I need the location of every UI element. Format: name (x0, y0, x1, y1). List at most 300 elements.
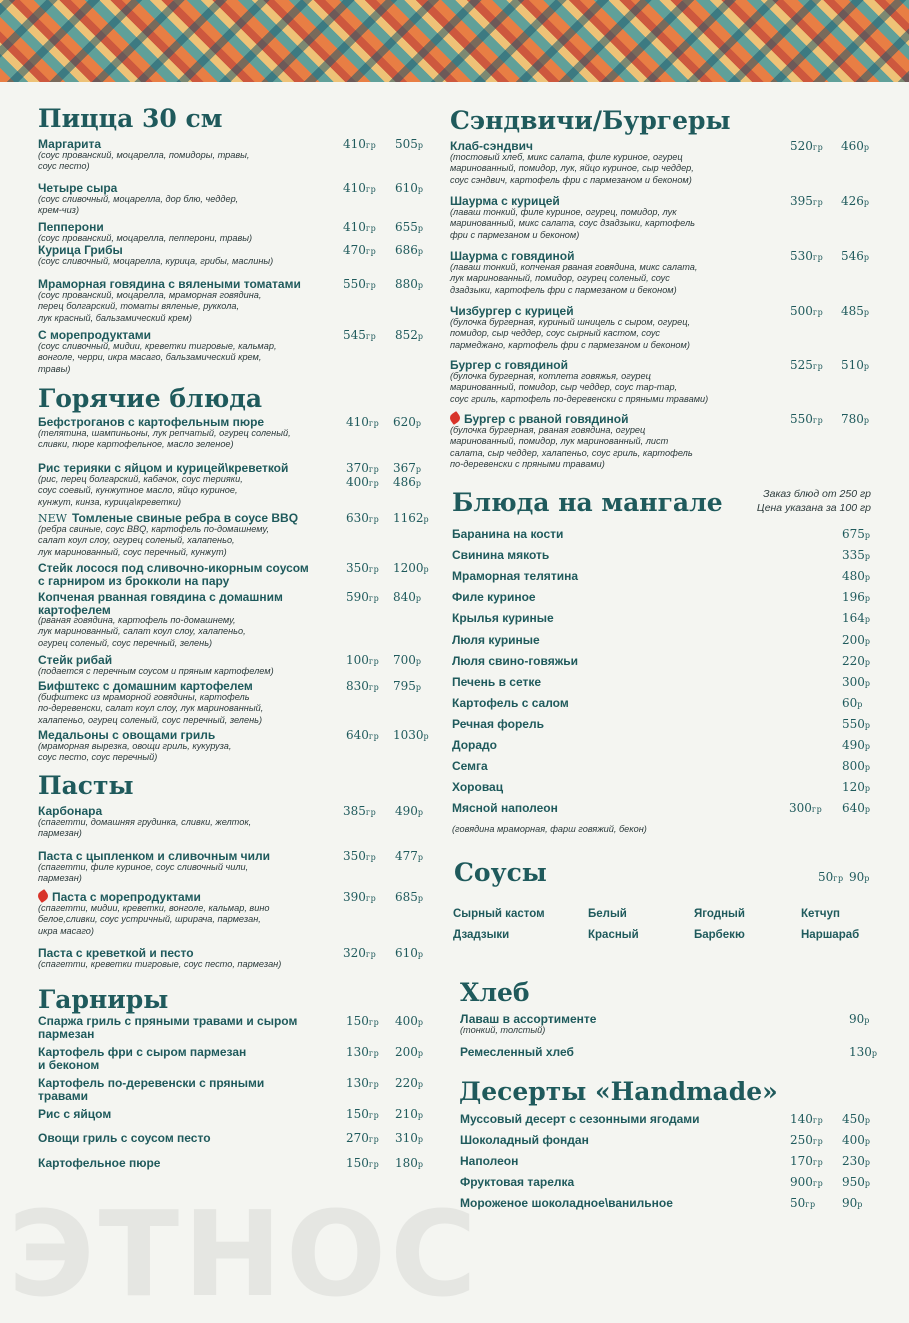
item-price-number: 852 (395, 328, 418, 342)
item-price-unit: р (417, 1080, 424, 1089)
item-price-unit: р (857, 699, 863, 709)
menu-item-name (38, 1132, 211, 1145)
item-weight (343, 277, 376, 291)
item-description: (рваная говядина, картофель по-домашнему, лук маринованный, салат коул слоу, халапеньо, огурец соленый, соус перечный, зелень) (38, 615, 246, 648)
item-price (842, 759, 871, 773)
item-title: Шоколадный фондан (460, 1133, 589, 1147)
item-title: Баранина на кости (452, 527, 564, 541)
item-weight (790, 1175, 823, 1189)
item-weight-number: 395 (790, 194, 813, 208)
item-price-number: 400 (842, 1133, 865, 1147)
item-weight (346, 728, 379, 742)
item-price-unit: р (864, 763, 871, 773)
sauce-item: Белый (588, 908, 627, 920)
item-weight (346, 1045, 379, 1059)
item-weight-number: 410 (343, 137, 366, 151)
sauces-section-title: Соусы (454, 858, 547, 887)
item-price-number: 505 (395, 137, 418, 151)
item-price (395, 181, 424, 195)
item-price-alt-number: 486 (393, 475, 416, 489)
item-price (395, 1131, 424, 1145)
item-price-unit: р (415, 683, 422, 692)
item-title: Филе куриное (452, 590, 536, 605)
item-weight-number: 390 (343, 890, 366, 904)
item-price-unit: р (417, 1049, 424, 1058)
item-weight-number: 640 (346, 728, 369, 742)
item-price-unit: р (857, 1200, 863, 1209)
item-weight (346, 1131, 379, 1145)
item-title: С морепродуктами (38, 328, 152, 342)
item-title: Фруктовая тарелка (460, 1175, 575, 1189)
item-weight (790, 1196, 816, 1210)
item-weight-unit: гр (368, 1111, 380, 1120)
item-weight-unit: гр (365, 950, 377, 959)
item-price (842, 654, 871, 668)
item-weight-unit: гр (368, 565, 380, 574)
item-price-number: 1162 (393, 511, 424, 525)
item-price-number: 655 (395, 220, 418, 234)
pizza-section-title: Пицца 30 см (38, 104, 223, 133)
item-weight-number: 590 (346, 590, 369, 604)
item-price (849, 1012, 870, 1026)
item-title: Бургер с говядиной (450, 358, 568, 372)
menu-item-name (452, 676, 541, 689)
item-price (393, 561, 429, 575)
item-price-unit: р (864, 636, 871, 646)
item-weight-unit: гр (368, 465, 380, 474)
item-weight-unit: гр (365, 185, 377, 194)
item-weight-alt-unit: гр (368, 479, 380, 488)
item-price-unit: р (863, 308, 870, 317)
item-description: (подается с перечным соусом и пряным картофелем) (38, 666, 274, 676)
item-title: Пепперони (38, 220, 104, 234)
item-weight-unit: гр (368, 1018, 380, 1027)
menu-item-name (460, 1046, 574, 1059)
desserts-section-title: Десерты «Handmade» (459, 1077, 778, 1106)
grill-section-title: Блюда на мангале (452, 488, 723, 517)
sauce-item: Сырный кастом (453, 908, 545, 920)
item-weight (343, 328, 376, 342)
item-price (395, 137, 424, 151)
menu-item-name (460, 1134, 589, 1147)
item-weight-unit: гр (812, 362, 824, 371)
menu-item-name (452, 760, 488, 773)
item-weight-unit: гр (368, 1080, 380, 1089)
item-price (395, 328, 424, 342)
item-price-unit: р (415, 657, 422, 666)
menu-item-name (38, 1157, 160, 1170)
item-weight (790, 1154, 823, 1168)
item-price (395, 890, 424, 904)
item-price-unit: р (863, 198, 870, 207)
item-weight-number: 410 (346, 415, 369, 429)
item-price (395, 946, 424, 960)
item-price-unit: р (864, 1016, 870, 1025)
item-price (395, 220, 424, 234)
sauce-weight (818, 870, 844, 884)
sauce-item: Ягодный (694, 908, 745, 920)
item-price-number: 230 (842, 1154, 865, 1168)
item-weight (343, 849, 376, 863)
item-description: (ребра свиные, соус BBQ, картофель по-домашнему, салат коул слоу, огурец соленый, халапеньо, лук маринованный, соус перечный, кунжут) (38, 524, 269, 557)
item-weight-unit: гр (811, 805, 823, 815)
item-price-number: 490 (842, 738, 865, 752)
item-price (841, 194, 870, 208)
item-price (842, 1175, 871, 1189)
item-description: (телятина, шампиньоны, лук репчатый, огурец соленый, сливки, пюре картофельное, масло зеленое) (38, 428, 291, 450)
item-description: (соус прованский, моцарелла, мраморная говядина, перец болгарский, томаты вяленые, руккола, лук красный, бальзамический крем) (38, 290, 262, 323)
item-title: Томленые свиные ребра в соусе BBQ (71, 511, 299, 525)
item-title: Стейк рибай (38, 653, 113, 667)
item-weight-unit: гр (812, 143, 824, 152)
item-price-unit: р (864, 742, 871, 751)
item-price-number: 510 (841, 358, 864, 372)
item-price (842, 780, 871, 794)
item-price-number: 477 (395, 849, 418, 863)
menu-item-name (452, 612, 554, 625)
item-price (842, 1112, 871, 1126)
item-weight (346, 1156, 379, 1170)
item-price-unit: р (423, 515, 430, 524)
bread-section-title: Хлеб (460, 978, 530, 1007)
item-title: Мраморная телятина (452, 569, 578, 584)
chili-pepper-icon (36, 889, 50, 903)
item-price-unit: р (863, 143, 870, 152)
item-weight-number: 385 (343, 804, 366, 818)
sauce-weight-number: 50 (818, 870, 834, 884)
item-title: Муссовый десерт с сезонными ягодами (460, 1112, 700, 1126)
item-title: Мраморная говядина с вялеными томатами (38, 277, 301, 291)
item-weight (346, 511, 379, 525)
item-price-number: 450 (842, 1112, 865, 1126)
item-weight-unit: гр (812, 1137, 824, 1146)
item-price-unit: р (864, 573, 871, 583)
item-price-unit: р (864, 552, 871, 562)
item-title: Медальоны с овощами гриль (38, 728, 216, 742)
item-price-number: 367 (393, 461, 416, 475)
item-price-unit: р (864, 657, 871, 667)
item-price-number: 460 (841, 139, 864, 153)
menu-item-name (452, 655, 578, 668)
item-price (841, 358, 870, 372)
item-price-number: 90 (842, 1196, 858, 1210)
item-price-unit: р (417, 853, 424, 862)
item-weight (789, 801, 822, 815)
item-weight-unit: гр (365, 853, 377, 862)
item-weight-number: 370 (346, 461, 369, 475)
item-title: Шаурма с говядиной (450, 249, 575, 263)
item-weight (346, 1107, 379, 1121)
item-price-number: 480 (842, 569, 865, 584)
item-price (842, 1133, 871, 1147)
item-description: (соус прованский, моцарелла, пепперони, травы) (38, 233, 253, 243)
item-price-number: 780 (841, 412, 864, 426)
item-price (841, 412, 870, 426)
item-price-number: 700 (393, 653, 416, 667)
item-title: Люля куриные (452, 632, 540, 647)
chili-pepper-icon (448, 411, 462, 425)
item-price-number: 546 (841, 249, 864, 263)
item-title: Чизбургер с курицей (450, 304, 574, 318)
menu-item-name (460, 1155, 518, 1168)
item-title: Спаржа гриль с пряными травами и сыром пармезан (38, 1014, 298, 1041)
item-weight (343, 890, 376, 904)
item-description: (соус сливочный, моцарелла, курица, грибы, маслины) (38, 256, 274, 266)
item-price (393, 728, 429, 742)
item-price-number: 210 (395, 1107, 418, 1121)
item-price-number: 950 (842, 1175, 865, 1189)
item-title: Шаурма с курицей (450, 194, 560, 208)
item-title: Хоровац (452, 780, 504, 795)
item-weight-unit: гр (365, 808, 377, 817)
item-weight (346, 679, 379, 693)
menu-item-name (38, 1077, 264, 1103)
item-price-number: 840 (393, 590, 416, 604)
sauce-item: Кетчуп (801, 908, 840, 920)
item-price-unit: р (417, 1111, 424, 1120)
item-price (842, 527, 871, 541)
item-price-unit: р (417, 1135, 424, 1144)
item-description: (мраморная вырезка, овощи гриль, кукуруза, соус песто, соус перечный) (38, 741, 232, 763)
item-weight-number: 350 (343, 849, 366, 863)
item-weight-unit: гр (365, 281, 377, 290)
item-weight-number: 550 (790, 412, 813, 426)
menu-item-name (38, 1108, 111, 1121)
item-weight-unit: гр (805, 1200, 816, 1209)
item-title: Люля свино-говяжьи (452, 653, 578, 668)
item-price (842, 590, 871, 604)
item-weight-unit: гр (368, 657, 380, 666)
item-price-unit: р (864, 1158, 871, 1167)
item-weight-unit: гр (812, 1158, 824, 1167)
item-title: Печень в сетке (452, 674, 542, 689)
item-weight-unit: гр (812, 198, 824, 207)
item-weight (346, 561, 379, 575)
item-price-unit: р (871, 1049, 878, 1058)
sauce-price (849, 870, 870, 884)
item-weight-unit: гр (368, 683, 380, 692)
menu-item-name (452, 697, 569, 710)
item-description: (говядина мраморная, фарш говяжий, бекон) (452, 824, 647, 835)
item-price (842, 696, 863, 710)
item-price (393, 511, 429, 525)
item-price (841, 304, 870, 318)
item-title: Четыре сыра (38, 181, 118, 195)
grill-note: Заказ блюд от 250 гр Цена указана за 100 гр (756, 488, 871, 514)
item-price-number: 200 (842, 632, 865, 647)
sauce-item: Наршараб (801, 929, 860, 941)
item-weight-unit: гр (812, 416, 824, 425)
item-weight-number: 150 (346, 1014, 369, 1028)
item-price-alt (393, 475, 422, 489)
item-title: Карбонара (38, 804, 103, 818)
item-weight (343, 243, 376, 257)
item-title: Паста с цыпленком и сливочным чили (38, 849, 271, 863)
item-price (842, 1196, 863, 1210)
item-price-number: 310 (395, 1131, 418, 1145)
item-price-unit: р (417, 281, 424, 290)
item-price-number: 550 (842, 716, 865, 731)
item-title: Картофель фри с сыром пармезан и беконом (38, 1045, 247, 1072)
item-price-number: 620 (393, 415, 416, 429)
watermark-logo: ЭТНОС (8, 1185, 481, 1323)
item-price-unit: р (415, 465, 422, 474)
item-weight-unit: гр (368, 732, 380, 741)
item-price (393, 679, 422, 693)
item-price (395, 1045, 424, 1059)
item-price (393, 653, 422, 667)
item-weight-number: 300 (789, 801, 812, 816)
item-price-unit: р (417, 1160, 424, 1169)
item-price-number: 120 (842, 780, 865, 795)
item-description: (спагетти, креветки тигровые, соус песто, пармезан) (38, 959, 282, 969)
item-weight (346, 461, 379, 475)
item-description: (лаваш тонкий, филе куриное, огурец, помидор, лук маринованный, микс салата, соус дзадзыки, картофель фри с пармезаном и беконом) (450, 207, 695, 240)
item-title: Крылья куриные (452, 611, 554, 626)
menu-item-name (452, 570, 578, 583)
item-weight (790, 1133, 823, 1147)
item-weight (343, 220, 376, 234)
item-price-unit: р (417, 185, 424, 194)
item-weight-unit: гр (365, 894, 377, 903)
item-price-unit: р (864, 615, 871, 625)
item-weight (346, 590, 379, 604)
item-weight (346, 415, 379, 429)
menu-item-name (452, 781, 503, 794)
item-price (395, 243, 424, 257)
item-price (395, 1107, 424, 1121)
item-price-unit: р (864, 531, 871, 540)
item-description: (булочка бургерная, рваная говядина, огурец маринованный, помидор, лук маринованный, лист салата, сыр чеддер, халапеньо, соус гриль, картофель по-деревенски с пряными травами) (450, 425, 693, 470)
item-weight-unit: гр (368, 1160, 380, 1169)
item-price-number: 490 (395, 804, 418, 818)
item-weight (790, 412, 823, 426)
item-weight (790, 249, 823, 263)
item-weight-number: 530 (790, 249, 813, 263)
item-price-unit: р (417, 808, 424, 817)
item-weight-unit: гр (368, 419, 380, 428)
item-price-unit: р (423, 565, 430, 574)
item-price (395, 1076, 424, 1090)
item-weight (790, 1112, 823, 1126)
menu-item-name (460, 1176, 574, 1189)
item-weight-unit: гр (365, 224, 377, 233)
item-weight-number: 170 (790, 1154, 813, 1168)
item-price (849, 1045, 878, 1059)
item-price-number: 610 (395, 946, 418, 960)
item-price-number: 610 (395, 181, 418, 195)
item-title: Копченая рванная говядина с домашним картофелем (38, 590, 283, 617)
item-price-alt-unit: р (415, 479, 422, 488)
item-price (393, 590, 422, 604)
item-price-number: 220 (395, 1076, 418, 1090)
sauce-item: Дзадзыки (453, 929, 510, 941)
hot-section-title: Горячие блюда (38, 384, 263, 413)
menu-item-name (38, 1015, 297, 1041)
item-title: Бифштекс с домашним картофелем (38, 679, 253, 693)
item-weight-alt (346, 475, 379, 489)
sauce-item: Красный (588, 929, 639, 941)
item-price-unit: р (864, 720, 871, 730)
menu-item-name (452, 591, 536, 604)
item-weight-unit: гр (812, 253, 824, 262)
sauce-weight-unit: гр (833, 874, 844, 883)
item-price-unit: р (864, 784, 871, 794)
item-weight-number: 525 (790, 358, 813, 372)
item-price (842, 738, 871, 752)
item-description: (бифштекс из мраморной говядины, картофель по-деревенски, салат коул слоу, лук маринованный, халапеньо, огурец соленый, соус перечный, зелень) (38, 692, 264, 725)
item-price-unit: р (864, 678, 871, 688)
item-price-number: 686 (395, 243, 418, 257)
menu-item-name (460, 1113, 700, 1126)
item-weight-number: 410 (343, 220, 366, 234)
item-weight-number: 320 (343, 946, 366, 960)
item-weight (790, 139, 823, 153)
item-title: Бургер с рваной говядиной (464, 412, 629, 426)
item-price-number: 130 (849, 1045, 872, 1059)
item-description: (спагетти, филе куриное, соус сливочный чили, пармезан) (38, 862, 249, 884)
item-weight-number: 470 (343, 243, 366, 257)
item-weight-number: 410 (343, 181, 366, 195)
item-weight-number: 630 (346, 511, 369, 525)
item-price-unit: р (417, 950, 424, 959)
item-price-unit: р (864, 594, 871, 604)
item-price-number: 640 (842, 801, 865, 816)
item-price-unit: р (415, 594, 422, 603)
item-title: Мясной наполеон (452, 801, 558, 816)
item-price (395, 1156, 424, 1170)
sauce-price-number: 90 (849, 870, 865, 884)
item-description: (тостовый хлеб, микс салата, филе куриное, огурец маринованный, помидор, лук, яйцо куриное, сыр чеддер, соус сэндвич, картофель фри с пармезаном и беконом) (450, 152, 694, 185)
item-title: Картофельное пюре (38, 1156, 161, 1170)
item-price (842, 1154, 871, 1168)
menu-item-name (452, 802, 558, 815)
item-price-number: 300 (842, 674, 865, 689)
item-price-number: 1030 (393, 728, 424, 742)
item-price-number: 90 (849, 1012, 865, 1026)
menu-item-name (452, 528, 563, 541)
item-price-number: 485 (841, 304, 864, 318)
item-price-number: 795 (393, 679, 416, 693)
item-weight (343, 804, 376, 818)
menu-item-name (452, 549, 549, 562)
item-weight-unit: гр (812, 1179, 824, 1188)
item-weight-number: 250 (790, 1133, 813, 1147)
item-description: (соус прованский, моцарелла, помидоры, травы, соус песто) (38, 150, 250, 172)
item-weight-number: 130 (346, 1045, 369, 1059)
item-price (842, 611, 871, 625)
item-weight-unit: гр (812, 308, 824, 317)
menu-item-name (38, 591, 283, 617)
item-description: (тонкий, толстый) (460, 1025, 546, 1035)
sauce-item: Барбекю (694, 929, 745, 941)
item-price (841, 139, 870, 153)
item-title: Лаваш в ассортименте (460, 1012, 597, 1026)
item-price (842, 633, 871, 647)
item-description: (булочка бургерная, куриный шницель с сыром, огурец, помидор, сыр чеддер, соус сырный кастом, соус пармеджано, картофель фри с пармезаном и беконом) (450, 317, 691, 350)
item-weight-unit: гр (368, 515, 380, 524)
item-weight-number: 130 (346, 1076, 369, 1090)
menu-item-name (452, 718, 544, 731)
item-price (393, 461, 422, 475)
item-weight-unit: гр (365, 141, 377, 150)
item-price (395, 277, 424, 291)
item-price-unit: р (864, 1137, 871, 1146)
item-price-unit: р (864, 805, 871, 815)
item-price-unit: р (864, 1116, 871, 1125)
item-weight-unit: гр (368, 1049, 380, 1058)
new-badge: NEW (38, 512, 67, 525)
